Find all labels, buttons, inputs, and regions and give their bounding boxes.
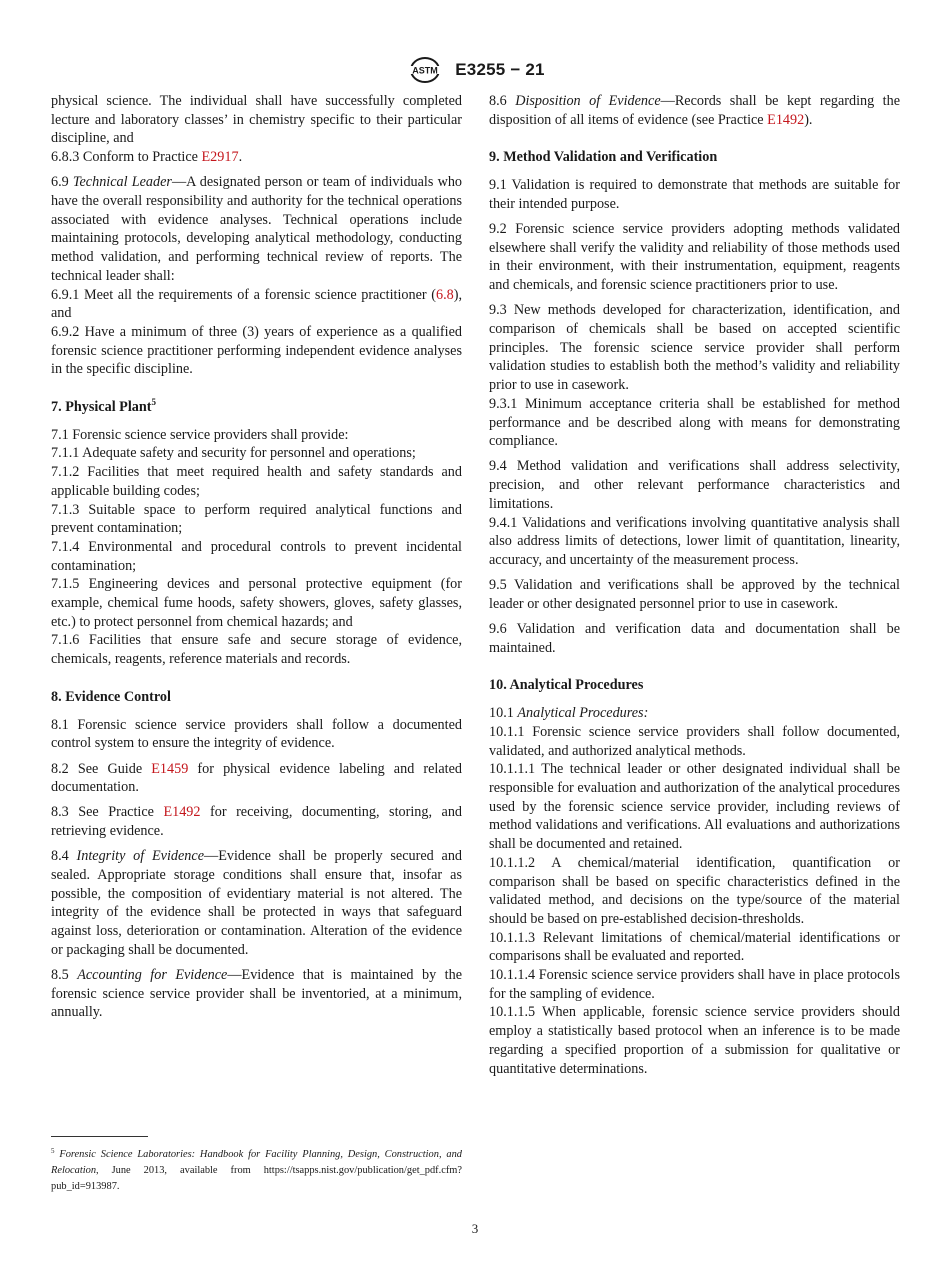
paragraph: 7.1.3 Suitable space to perform required analytical functions and prevent contamination; [51,501,462,537]
paragraph: 7.1.4 Environmental and procedural controls to prevent incidental contamination; [51,538,462,574]
section-heading-9: 9. Method Validation and Verification [489,149,718,166]
astm-logo-icon [405,56,445,84]
paragraph: 10.1 Analytical Procedures: [489,705,649,722]
paragraph: 6.9 Technical Leader—A designated person or team of individuals who have the overall responsibility and authority for the technical operations associated with evidence analyses. Technical operations include maintaining protocols, developing analytical methodology, conducting method validation, and performing technical review of reports. The technical leader shall: [51,174,463,284]
paragraph: 10.1.1.1 The technical leader or other designated individual shall be responsible for evaluation and authorization of the analytical procedures used by the forensic science service provider, including reviews of method validations and verifications. All evaluations and authorizations shall be documented and retained. [489,761,900,853]
paragraph: 8.6 Disposition of Evidence—Records shall be kept regarding the disposition of all items of evidence (see Practice E1492). [489,93,901,128]
paragraph: 8.5 Accounting for Evidence—Evidence that is maintained by the forensic science service provider shall be inventoried, at a minimum, annually. [51,967,463,1021]
paragraph: 8.4 Integrity of Evidence—Evidence shall be properly secured and sealed. Appropriate storage conditions shall ensure that, insofar as possible, the composition of evidentiary material is not altered. The integrity of the evidence shall be protected in ways that safeguard against loss, deterioration or contamination. Alteration of the evidence or packaging shall be documented. [51,848,463,958]
paragraph: 10.1.1.4 Forensic science service providers shall have in place protocols for the sampling of evidence. [489,967,900,1002]
footnote-marker: 5 [151,397,156,408]
paragraph: 7.1.2 Facilities that meet required health and safety standards and applicable building codes; [51,464,462,499]
paragraph: 8.2 See Guide E1459 for physical evidence labeling and related documentation. [51,760,462,796]
paragraph: 6.9.2 Have a minimum of three (3) years of experience as a qualified forensic science practitioner performing independent evidence analyses in the specific discipline. [51,323,462,378]
footnote-divider [51,1136,148,1137]
paragraph: 7.1.1 Adequate safety and security for personnel and operations; [51,445,416,462]
ref-link-e2917[interactable]: E2917 [201,149,239,166]
paragraph: 10.1.1.5 When applicable, forensic science service providers should employ a statistically based protocol when an inference is to be made regarding a specified proportion of a submission for qualitative or quantitative determinations. [489,1004,900,1077]
paragraph: 9.4.1 Validations and verifications involving quantitative analysis shall also address limits of detections, lower limit of quantitation, linearity, accuracy, and uncertainty of the measurement process. [489,514,900,568]
paragraph: 9.3.1 Minimum acceptance criteria shall be established for method performance and be described along with means for demonstrating compliance. [489,395,900,450]
paragraph: 10.1.1 Forensic science service providers shall follow documented, validated, and authorized analytical methods. [489,723,900,759]
paragraph: physical science. The individual shall have successfully completed lecture and laboratory classes’ in chemistry specific to their particular discipline, and [51,93,462,147]
paragraph: 7.1 Forensic science service providers shall provide: [51,426,349,443]
document-id: E3255 − 21 [455,60,545,79]
paragraph: 9.4 Method validation and verifications shall address selectivity, precision, and other relevant performance characteristics and limitations. [489,458,900,512]
left-column [51,92,462,1022]
paragraph: 9.5 Validation and verifications shall be approved by the technical leader or other designated personnel prior to use in casework. [489,577,900,612]
paragraph: 9.6 Validation and verification data and documentation shall be maintained. [489,621,900,656]
paragraph: 9.1 Validation is required to demonstrate that methods are suitable for their intended purpose. [489,177,900,212]
paragraph: 8.1 Forensic science service providers shall follow a documented control system to ensure the integrity of evidence. [51,716,462,752]
ref-link-e1492[interactable]: E1492 [767,111,805,128]
paragraph: 7.1.5 Engineering devices and personal protective equipment (for example, chemical fume hoods, safety showers, gloves, safety glasses, etc.) to protect personnel from chemical hazards; and [51,576,462,630]
footnote: $^5$ Forensic Science Laboratories: Handbook for Facility Planning, Design, Construction, and Relocation, June 2013, available from https://tsapps.nist.gov/publication/get_pdf.cfm?pub_id=913987. [51,1147,462,1192]
ref-link-6-8[interactable]: 6.8 [435,286,454,303]
ref-link-e1492[interactable]: E1492 [163,804,201,821]
paragraph: 10.1.1.2 A chemical/material identification, quantification or comparison shall be based on specific characteristics defined in the validated method, and decisions on the type/source of the material should be based on pre-established decision-thresholds. [489,854,900,927]
paragraph: 7.1.6 Facilities that ensure safe and secure storage of evidence, chemicals, reagents, reference materials and records. [51,632,462,668]
paragraph: 9.3 New methods developed for characterization, identification, and comparison of chemicals shall be based on accepted scientific principles. The forensic science service provider shall perform validation studies to establish both the method’s validity and reliability prior to use in casework. [489,302,900,394]
paragraph: 10.1.1.3 Relevant limitations of chemical/material identifications or comparisons shall be evaluated and reported. [489,929,900,965]
ref-link-e1459[interactable]: E1459 [151,760,189,777]
page-number: 3 [471,1221,479,1236]
section-heading-8: 8. Evidence Control [51,688,171,705]
paragraph: 6.8.3 Conform to Practice E2917. [51,149,243,166]
right-column [489,92,900,1078]
paragraph: 6.9.1 Meet all the requirements of a forensic science practitioner (6.8), and [51,286,462,322]
paragraph: 8.3 See Practice E1492 for receiving, documenting, storing, and retrieving evidence. [51,804,463,840]
section-heading-7: 7. Physical Plant$^5$ [51,397,156,416]
logo-text: ASTM [412,65,439,76]
page-header [0,56,950,84]
section-heading-10: 10. Analytical Procedures [489,677,644,694]
paragraph: 9.2 Forensic science service providers adopting methods validated elsewhere shall verify the validity and reliability of those methods used in their environment, with their instrumentation, equipment, reagents and chemicals, and forensic science practitioners prior to use. [489,221,900,294]
